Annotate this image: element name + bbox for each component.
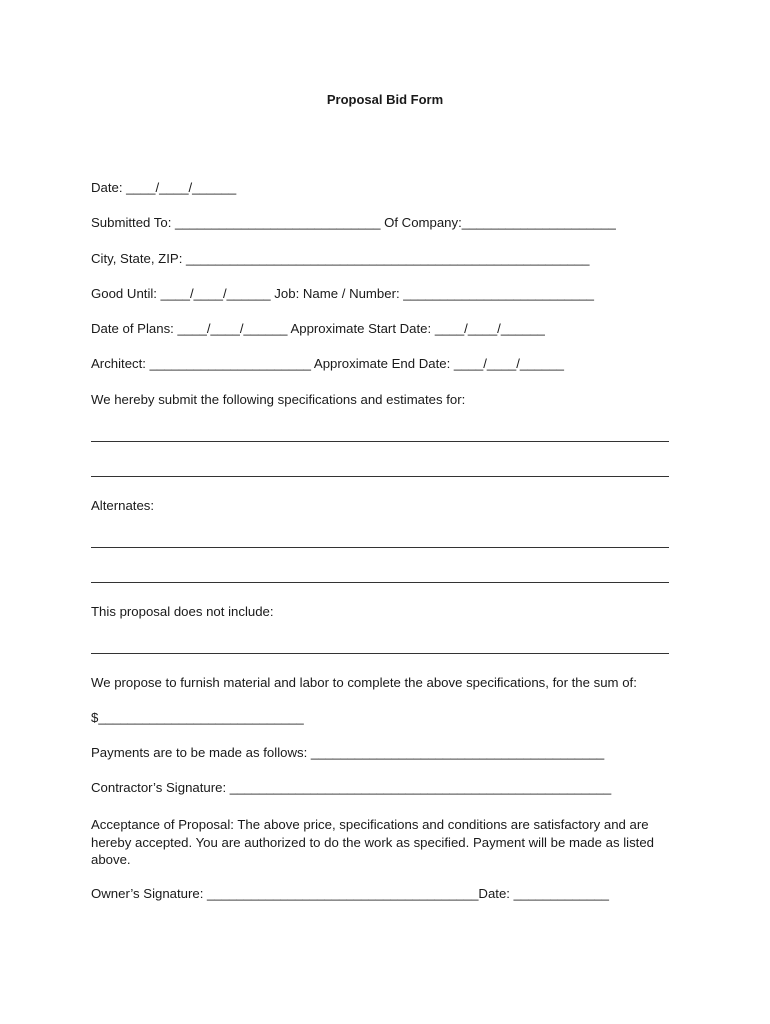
not-include-label: This proposal does not include:	[91, 604, 274, 619]
contractor-signature-field[interactable]: Contractor’s Signature: ____________________________________________________	[91, 780, 612, 795]
acceptance-paragraph: Acceptance of Proposal: The above price, specifications and conditions are satisfactory and are hereby accepted. You are authorized to do the work as specified. Payment will be made as listed above.	[91, 817, 654, 867]
good-until-field[interactable]: Good Until: ____/____/______ Job: Name / Number: __________________________	[91, 286, 594, 301]
alternates-label: Alternates:	[91, 498, 155, 513]
specifications-blank-line-1[interactable]	[91, 441, 669, 442]
owner-signature-field[interactable]: Owner’s Signature: _____________________________________Date: _____________	[91, 886, 609, 901]
page-title: Proposal Bid Form	[326, 92, 444, 107]
specifications-blank-line-2[interactable]	[91, 476, 669, 477]
submitted-to-field[interactable]: Submitted To: ____________________________ Of Company:_____________________	[91, 215, 616, 230]
alternates-blank-line-2[interactable]	[91, 582, 669, 583]
alternates-blank-line-1[interactable]	[91, 547, 669, 548]
date-field[interactable]: Date: ____/____/______	[91, 180, 237, 195]
date-of-plans-field[interactable]: Date of Plans: ____/____/______ Approximate Start Date: ____/____/______	[91, 321, 545, 336]
payments-field[interactable]: Payments are to be made as follows: ________________________________________	[91, 745, 605, 760]
specifications-label: We hereby submit the following specifications and estimates for:	[91, 392, 466, 407]
not-include-blank-line[interactable]	[91, 653, 669, 654]
sum-field[interactable]: $____________________________	[91, 710, 304, 725]
architect-field[interactable]: Architect: ______________________ Approximate End Date: ____/____/______	[91, 356, 564, 371]
city-state-zip-field[interactable]: City, State, ZIP: _______________________________________________________	[91, 251, 590, 266]
furnish-statement: We propose to furnish material and labor to complete the above specifications, for the sum of:	[91, 675, 637, 690]
